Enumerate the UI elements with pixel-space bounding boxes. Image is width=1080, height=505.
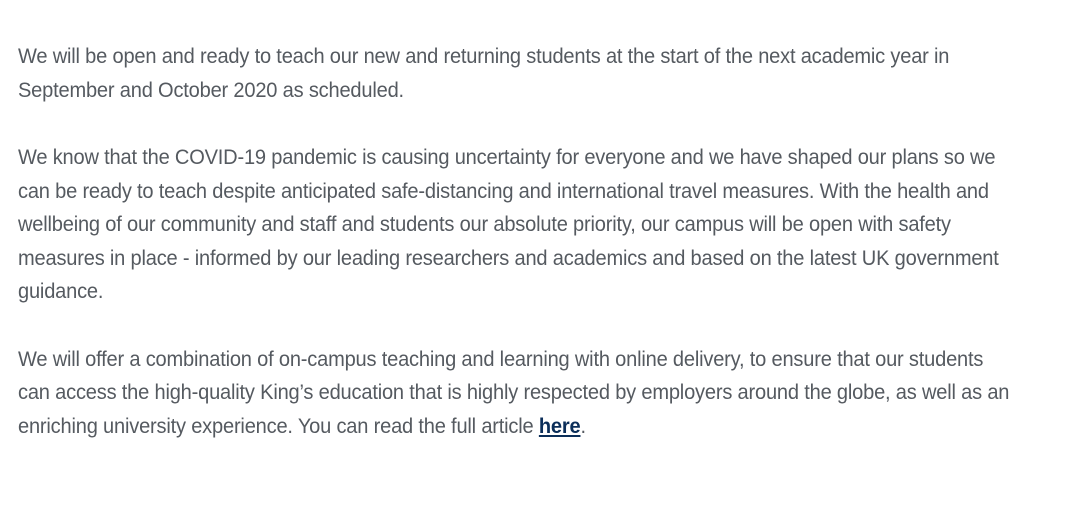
paragraph-opening: We will be open and ready to teach our new and returning students at the start of the next academic year in September and October 2020 as scheduled.: [18, 45, 950, 102]
full-article-link[interactable]: here: [538, 414, 581, 438]
paragraph-delivery-end: .: [580, 414, 586, 438]
paragraph-delivery-text: We will offer a combination of on-campus teaching and learning with online delivery, to ensure that our students can access the high-quality King’s education that is highly respected by employers around the globe, as well as an enriching university experience. You can read the full article: [18, 347, 1010, 438]
paragraph-delivery: [18, 343, 1016, 444]
paragraph-covid: We know that the COVID-19 pandemic is causing uncertainty for everyone and we have shaped our plans so we can be ready to teach despite anticipated safe-distancing and international travel measures. With the health and wellbeing of our community and staff and students our absolute priority, our campus will be open with safety measures in place - informed by our leading researchers and academics and based on the latest UK government guidance.: [18, 146, 999, 303]
